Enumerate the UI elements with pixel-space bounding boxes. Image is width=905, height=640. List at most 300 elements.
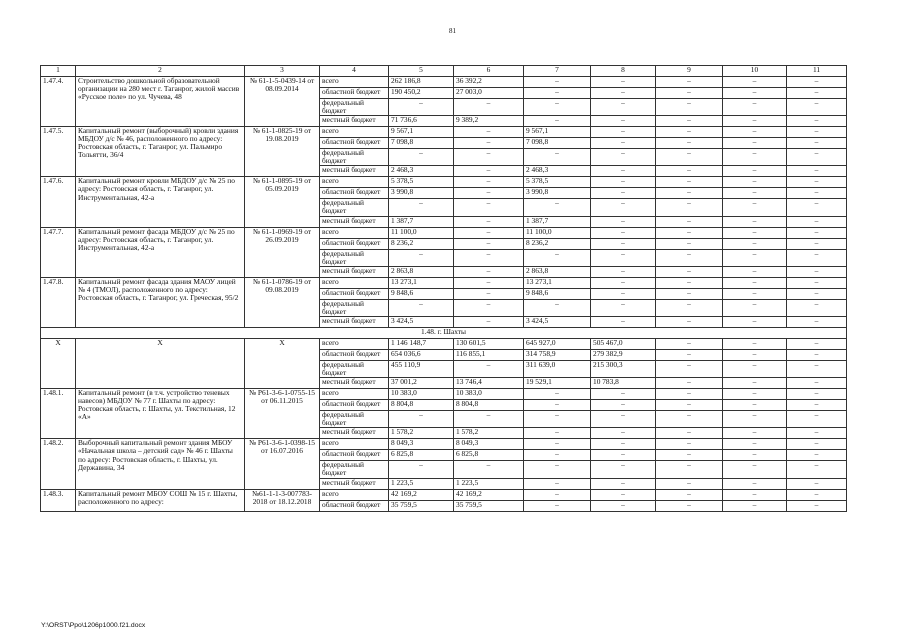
amount-cell: 130 601,5: [454, 338, 524, 349]
funding-source: федеральный бюджет: [320, 99, 389, 116]
amount-cell: –: [454, 149, 524, 166]
amount-cell: –: [787, 238, 847, 249]
amount-cell: –: [591, 88, 656, 99]
amount-cell: –: [524, 199, 591, 216]
amount-cell: 8 236,2: [524, 238, 591, 249]
amount-cell: 9 848,6: [524, 288, 591, 299]
amount-cell: –: [723, 177, 787, 188]
amount-cell: –: [591, 439, 656, 450]
funding-source: всего: [320, 338, 389, 349]
amount-cell: –: [389, 249, 454, 266]
amount-cell: –: [524, 389, 591, 400]
amount-cell: –: [524, 500, 591, 511]
amount-cell: –: [454, 316, 524, 327]
amount-cell: –: [723, 116, 787, 127]
column-header: 1: [41, 66, 76, 77]
amount-cell: –: [787, 299, 847, 316]
amount-cell: –: [787, 378, 847, 389]
amount-cell: –: [591, 428, 656, 439]
amount-cell: 2 468,3: [389, 166, 454, 177]
object-name: Капитальный ремонт кровли МБДОУ д/с № 25 по адресу: Ростовская область, г. Таганрог, ул. Инструментальная, 42-а: [76, 177, 245, 227]
amount-cell: –: [723, 428, 787, 439]
column-header: 2: [76, 66, 245, 77]
amount-cell: –: [787, 428, 847, 439]
amount-cell: –: [591, 489, 656, 500]
amount-cell: –: [454, 411, 524, 428]
expertise-document: № 61-1-0969-19 от 26.09.2019: [245, 227, 320, 277]
amount-cell: –: [723, 88, 787, 99]
amount-cell: –: [524, 478, 591, 489]
amount-cell: –: [524, 149, 591, 166]
amount-cell: –: [656, 428, 723, 439]
amount-cell: 7 098,8: [524, 138, 591, 149]
amount-cell: 3 424,5: [524, 316, 591, 327]
amount-cell: 27 003,0: [454, 88, 524, 99]
amount-cell: –: [656, 400, 723, 411]
amount-cell: –: [723, 360, 787, 377]
amount-cell: –: [723, 188, 787, 199]
amount-cell: –: [723, 199, 787, 216]
column-header: 4: [320, 66, 389, 77]
amount-cell: –: [656, 489, 723, 500]
amount-cell: 2 863,8: [389, 266, 454, 277]
amount-cell: –: [723, 461, 787, 478]
amount-cell: 13 273,1: [389, 277, 454, 288]
item-number: 1.47.7.: [41, 227, 76, 277]
amount-cell: –: [591, 177, 656, 188]
amount-cell: 6 825,8: [389, 450, 454, 461]
amount-cell: –: [787, 500, 847, 511]
section-row: [41, 327, 847, 338]
expertise-document: № 61-1-0825-19 от 19.08.2019: [245, 127, 320, 177]
amount-cell: –: [389, 411, 454, 428]
column-header: 7: [524, 66, 591, 77]
amount-cell: –: [591, 299, 656, 316]
amount-cell: –: [723, 288, 787, 299]
amount-cell: –: [723, 249, 787, 266]
amount-cell: –: [389, 199, 454, 216]
amount-cell: –: [723, 149, 787, 166]
funding-source: областной бюджет: [320, 138, 389, 149]
amount-cell: –: [723, 166, 787, 177]
column-header: 8: [591, 66, 656, 77]
amount-cell: –: [524, 88, 591, 99]
amount-cell: –: [656, 288, 723, 299]
amount-cell: 9 389,2: [454, 116, 524, 127]
amount-cell: –: [454, 188, 524, 199]
table-row: [41, 489, 847, 500]
amount-cell: 1 578,2: [454, 428, 524, 439]
amount-cell: –: [723, 216, 787, 227]
section-title: 1.48. г. Шахты: [41, 327, 847, 338]
amount-cell: 8 236,2: [389, 238, 454, 249]
amount-cell: –: [591, 127, 656, 138]
amount-cell: 6 825,8: [454, 450, 524, 461]
amount-cell: 11 100,0: [524, 227, 591, 238]
amount-cell: 19 529,1: [524, 378, 591, 389]
funding-source: федеральный бюджет: [320, 149, 389, 166]
table-row: [41, 338, 847, 349]
amount-cell: –: [656, 316, 723, 327]
funding-source: всего: [320, 227, 389, 238]
amount-cell: –: [656, 461, 723, 478]
amount-cell: 1 223,5: [454, 478, 524, 489]
column-header: 5: [389, 66, 454, 77]
amount-cell: 13 746,4: [454, 378, 524, 389]
amount-cell: –: [454, 360, 524, 377]
amount-cell: –: [524, 489, 591, 500]
amount-cell: –: [656, 360, 723, 377]
object-name: Капитальный ремонт фасада МБДОУ д/с № 25 по адресу: Ростовская область, г. Таганрог, ул. Инструментальная, 42-а: [76, 227, 245, 277]
amount-cell: –: [524, 428, 591, 439]
amount-cell: –: [787, 489, 847, 500]
amount-cell: 1 146 148,7: [389, 338, 454, 349]
amount-cell: –: [591, 249, 656, 266]
funding-source: местный бюджет: [320, 166, 389, 177]
column-header: 3: [245, 66, 320, 77]
amount-cell: –: [787, 138, 847, 149]
amount-cell: –: [723, 439, 787, 450]
amount-cell: –: [723, 127, 787, 138]
amount-cell: –: [787, 216, 847, 227]
amount-cell: –: [656, 277, 723, 288]
amount-cell: 8 804,8: [389, 400, 454, 411]
amount-cell: –: [787, 166, 847, 177]
amount-cell: 3 990,8: [389, 188, 454, 199]
amount-cell: –: [454, 216, 524, 227]
amount-cell: –: [591, 77, 656, 88]
amount-cell: 215 300,3: [591, 360, 656, 377]
amount-cell: 9 567,1: [524, 127, 591, 138]
amount-cell: 311 639,0: [524, 360, 591, 377]
amount-cell: –: [656, 411, 723, 428]
amount-cell: –: [787, 389, 847, 400]
funding-source: федеральный бюджет: [320, 411, 389, 428]
amount-cell: 279 382,9: [591, 349, 656, 360]
amount-cell: 1 387,7: [389, 216, 454, 227]
amount-cell: –: [787, 227, 847, 238]
amount-cell: –: [591, 138, 656, 149]
amount-cell: 2 468,3: [524, 166, 591, 177]
amount-cell: –: [787, 439, 847, 450]
amount-cell: 35 759,5: [389, 500, 454, 511]
amount-cell: –: [389, 299, 454, 316]
amount-cell: –: [723, 316, 787, 327]
item-number: 1.48.1.: [41, 389, 76, 439]
amount-cell: –: [787, 77, 847, 88]
column-header: 10: [723, 66, 787, 77]
amount-cell: –: [454, 266, 524, 277]
amount-cell: 9 848,6: [389, 288, 454, 299]
table-body: [41, 66, 847, 512]
amount-cell: –: [656, 450, 723, 461]
table-row: [41, 277, 847, 288]
amount-cell: –: [787, 478, 847, 489]
funding-source: всего: [320, 489, 389, 500]
amount-cell: –: [723, 77, 787, 88]
amount-cell: 8 049,3: [454, 439, 524, 450]
page-number: 81: [449, 27, 456, 35]
amount-cell: 8 804,8: [454, 400, 524, 411]
amount-cell: –: [787, 277, 847, 288]
expertise-document: № Р61-3-6-1-0398-15 от 16.07.2016: [245, 439, 320, 489]
amount-cell: –: [656, 88, 723, 99]
funding-source: областной бюджет: [320, 288, 389, 299]
amount-cell: –: [591, 277, 656, 288]
amount-cell: –: [591, 400, 656, 411]
amount-cell: 36 392,2: [454, 77, 524, 88]
funding-source: местный бюджет: [320, 266, 389, 277]
amount-cell: –: [787, 116, 847, 127]
amount-cell: –: [787, 249, 847, 266]
amount-cell: –: [656, 99, 723, 116]
expertise-document: № 61-1-5-0439-14 от 08.09.2014: [245, 77, 320, 127]
header-row: [41, 66, 847, 77]
amount-cell: –: [656, 177, 723, 188]
amount-cell: –: [591, 478, 656, 489]
amount-cell: 42 169,2: [389, 489, 454, 500]
amount-cell: –: [591, 116, 656, 127]
object-name: Капитальный ремонт (в т.ч. устройство теневых навесов) МБДОУ № 77 г. Шахты по адресу: Ростовская область, г. Шахты, ул. Текстильная, 12 «А»: [76, 389, 245, 439]
amount-cell: –: [723, 99, 787, 116]
table-row: [41, 77, 847, 88]
item-number: 1.47.4.: [41, 77, 76, 127]
amount-cell: 645 927,0: [524, 338, 591, 349]
amount-cell: –: [787, 127, 847, 138]
amount-cell: –: [656, 127, 723, 138]
amount-cell: 9 567,1: [389, 127, 454, 138]
table-row: [41, 439, 847, 450]
amount-cell: –: [591, 389, 656, 400]
amount-cell: –: [591, 411, 656, 428]
item-number: 1.47.5.: [41, 127, 76, 177]
amount-cell: –: [723, 411, 787, 428]
budget-table: [40, 65, 847, 512]
amount-cell: –: [787, 411, 847, 428]
amount-cell: –: [787, 316, 847, 327]
amount-cell: –: [656, 389, 723, 400]
amount-cell: –: [454, 299, 524, 316]
amount-cell: –: [787, 266, 847, 277]
funding-source: областной бюджет: [320, 238, 389, 249]
amount-cell: –: [787, 188, 847, 199]
amount-cell: 3 990,8: [524, 188, 591, 199]
amount-cell: 1 223,5: [389, 478, 454, 489]
amount-cell: 71 736,6: [389, 116, 454, 127]
amount-cell: –: [656, 227, 723, 238]
amount-cell: –: [656, 500, 723, 511]
amount-cell: –: [591, 316, 656, 327]
amount-cell: –: [591, 227, 656, 238]
amount-cell: –: [454, 461, 524, 478]
file-path-footer: Y:\ORST\Ppo\1206p1000.f21.docx: [41, 622, 146, 629]
amount-cell: –: [524, 439, 591, 450]
funding-source: всего: [320, 77, 389, 88]
amount-cell: –: [723, 266, 787, 277]
expertise-document: Х: [245, 338, 320, 388]
amount-cell: –: [591, 99, 656, 116]
amount-cell: –: [723, 227, 787, 238]
amount-cell: –: [591, 188, 656, 199]
object-name: Х: [76, 338, 245, 388]
column-header: 6: [454, 66, 524, 77]
funding-source: всего: [320, 389, 389, 400]
amount-cell: –: [787, 338, 847, 349]
funding-source: местный бюджет: [320, 216, 389, 227]
funding-source: местный бюджет: [320, 428, 389, 439]
amount-cell: 37 001,2: [389, 378, 454, 389]
amount-cell: 2 863,8: [524, 266, 591, 277]
funding-source: федеральный бюджет: [320, 360, 389, 377]
column-header: 11: [787, 66, 847, 77]
amount-cell: –: [723, 378, 787, 389]
amount-cell: –: [787, 461, 847, 478]
amount-cell: 8 049,3: [389, 439, 454, 450]
amount-cell: 7 098,8: [389, 138, 454, 149]
table-row: [41, 389, 847, 400]
amount-cell: –: [454, 238, 524, 249]
amount-cell: –: [723, 478, 787, 489]
amount-cell: –: [454, 138, 524, 149]
amount-cell: –: [656, 349, 723, 360]
amount-cell: –: [656, 338, 723, 349]
amount-cell: –: [656, 478, 723, 489]
amount-cell: –: [656, 266, 723, 277]
funding-source: местный бюджет: [320, 316, 389, 327]
amount-cell: –: [787, 99, 847, 116]
amount-cell: –: [656, 249, 723, 266]
amount-cell: –: [723, 138, 787, 149]
funding-source: областной бюджет: [320, 500, 389, 511]
amount-cell: –: [591, 199, 656, 216]
amount-cell: –: [787, 360, 847, 377]
expertise-document: № 61-1-0786-19 от 09.08.2019: [245, 277, 320, 327]
amount-cell: 13 273,1: [524, 277, 591, 288]
amount-cell: –: [656, 216, 723, 227]
amount-cell: –: [524, 411, 591, 428]
amount-cell: –: [723, 400, 787, 411]
funding-source: федеральный бюджет: [320, 249, 389, 266]
amount-cell: 1 387,7: [524, 216, 591, 227]
amount-cell: 42 169,2: [454, 489, 524, 500]
funding-source: всего: [320, 127, 389, 138]
amount-cell: 11 100,0: [389, 227, 454, 238]
amount-cell: –: [591, 288, 656, 299]
funding-source: областной бюджет: [320, 400, 389, 411]
amount-cell: –: [656, 149, 723, 166]
amount-cell: –: [454, 249, 524, 266]
amount-cell: –: [389, 461, 454, 478]
item-number: 1.48.3.: [41, 489, 76, 511]
item-number: 1.48.2.: [41, 439, 76, 489]
amount-cell: –: [787, 199, 847, 216]
amount-cell: –: [787, 450, 847, 461]
table-row: [41, 177, 847, 188]
amount-cell: –: [656, 199, 723, 216]
funding-source: всего: [320, 439, 389, 450]
amount-cell: –: [524, 249, 591, 266]
amount-cell: –: [656, 439, 723, 450]
amount-cell: –: [787, 177, 847, 188]
amount-cell: 116 855,1: [454, 349, 524, 360]
amount-cell: –: [454, 227, 524, 238]
amount-cell: 314 758,9: [524, 349, 591, 360]
funding-source: федеральный бюджет: [320, 299, 389, 316]
object-name: Капитальный ремонт фасада здания МАОУ лицей № 4 (ТМОЛ), расположенного по адресу: Ростовская область, г. Таганрог, ул. Греческая, 95/2: [76, 277, 245, 327]
funding-source: всего: [320, 177, 389, 188]
amount-cell: –: [656, 166, 723, 177]
amount-cell: –: [454, 177, 524, 188]
amount-cell: –: [723, 450, 787, 461]
funding-source: местный бюджет: [320, 378, 389, 389]
amount-cell: 262 186,8: [389, 77, 454, 88]
amount-cell: –: [524, 299, 591, 316]
amount-cell: –: [524, 461, 591, 478]
funding-source: федеральный бюджет: [320, 199, 389, 216]
expertise-document: №61-1-1-3-007783-2018 от 18.12.2018: [245, 489, 320, 511]
amount-cell: –: [524, 116, 591, 127]
amount-cell: –: [656, 138, 723, 149]
amount-cell: –: [787, 88, 847, 99]
funding-source: областной бюджет: [320, 450, 389, 461]
amount-cell: –: [591, 216, 656, 227]
amount-cell: –: [723, 489, 787, 500]
amount-cell: 10 383,0: [389, 389, 454, 400]
amount-cell: 5 378,5: [524, 177, 591, 188]
column-header: 9: [656, 66, 723, 77]
amount-cell: –: [454, 166, 524, 177]
amount-cell: –: [524, 77, 591, 88]
funding-source: местный бюджет: [320, 478, 389, 489]
amount-cell: –: [656, 188, 723, 199]
amount-cell: –: [723, 389, 787, 400]
amount-cell: 1 578,2: [389, 428, 454, 439]
amount-cell: –: [591, 500, 656, 511]
amount-cell: –: [656, 116, 723, 127]
amount-cell: –: [656, 378, 723, 389]
amount-cell: –: [591, 450, 656, 461]
amount-cell: –: [787, 149, 847, 166]
amount-cell: –: [454, 99, 524, 116]
funding-source: местный бюджет: [320, 116, 389, 127]
amount-cell: –: [723, 277, 787, 288]
amount-cell: –: [591, 166, 656, 177]
amount-cell: –: [454, 277, 524, 288]
amount-cell: –: [787, 400, 847, 411]
amount-cell: 5 378,5: [389, 177, 454, 188]
object-name: Выборочный капитальный ремонт здания МБОУ «Начальная школа – детский сад» № 46 г. Шахты по адресу: Ростовская область, г. Шахты, ул. Державина, 34: [76, 439, 245, 489]
amount-cell: –: [656, 299, 723, 316]
amount-cell: –: [524, 99, 591, 116]
funding-source: областной бюджет: [320, 349, 389, 360]
amount-cell: –: [723, 238, 787, 249]
funding-source: федеральный бюджет: [320, 461, 389, 478]
amount-cell: –: [723, 500, 787, 511]
table-row: [41, 227, 847, 238]
amount-cell: –: [723, 349, 787, 360]
amount-cell: 35 759,5: [454, 500, 524, 511]
amount-cell: 654 036,6: [389, 349, 454, 360]
object-name: Капитальный ремонт (выборочный) кровли здания МБДОУ д/с № 46, расположенного по адресу: Ростовская область, г. Таганрог, ул. Пальмиро Тольятти, 36/4: [76, 127, 245, 177]
expertise-document: № 61-1-0895-19 от 05.09.2019: [245, 177, 320, 227]
amount-cell: 190 450,2: [389, 88, 454, 99]
amount-cell: –: [787, 288, 847, 299]
funding-source: всего: [320, 277, 389, 288]
funding-source: областной бюджет: [320, 88, 389, 99]
amount-cell: –: [524, 400, 591, 411]
amount-cell: –: [723, 338, 787, 349]
funding-source: областной бюджет: [320, 188, 389, 199]
